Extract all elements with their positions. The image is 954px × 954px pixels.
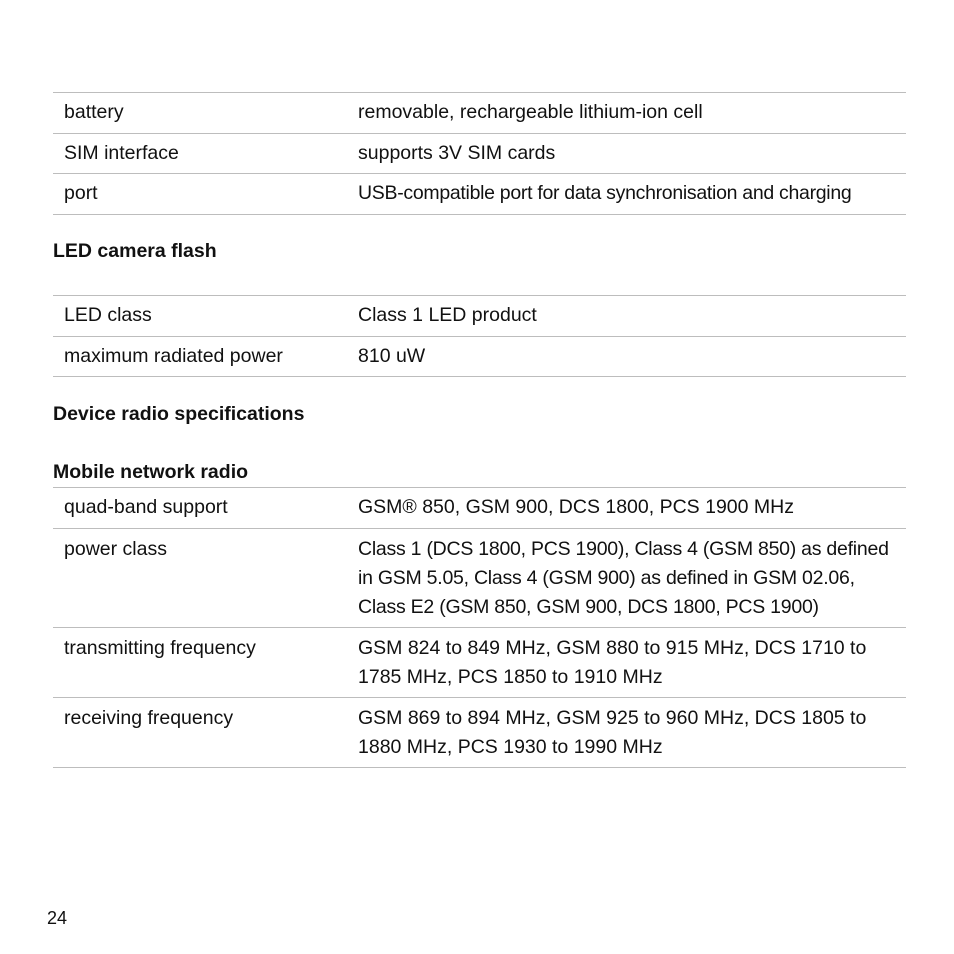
spec-label: quad-band support [64, 496, 228, 519]
general-spec-table [53, 92, 906, 215]
spec-value: Class 1 LED product [358, 304, 537, 327]
table-row [53, 488, 906, 529]
spec-label: LED class [64, 304, 152, 327]
spec-value: supports 3V SIM cards [358, 141, 556, 164]
spec-label: port [64, 182, 98, 205]
spec-value: GSM 824 to 849 MHz, GSM 880 to 915 MHz, DCS 1710 to 1785 MHz, PCS 1850 to 1910 MHz [358, 636, 867, 688]
mobile-radio-table [53, 487, 906, 768]
table-row [53, 296, 906, 337]
table-row [53, 529, 906, 628]
led-flash-heading: LED camera flash [53, 240, 217, 262]
page-number: 24 [47, 908, 68, 928]
spec-value: removable, rechargeable lithium-ion cell [358, 101, 703, 124]
spec-label: maximum radiated power [64, 344, 283, 367]
mobile-radio-subheading: Mobile network radio [53, 461, 249, 483]
spec-label: SIM interface [64, 141, 179, 164]
table-row [53, 628, 906, 698]
table-row [53, 134, 906, 175]
spec-value: USB-compatible port for data synchronisation and charging [358, 182, 852, 205]
table-row [53, 337, 906, 378]
spec-label: transmitting frequency [64, 636, 256, 659]
radio-spec-heading: Device radio specifications [53, 403, 305, 425]
spec-value: Class 1 (DCS 1800, PCS 1900), Class 4 (GSM 850) as defined in GSM 5.05, Class 4 (GSM 900) as defined in GSM 02.06, Class E2 (GSM 850, GSM 900, DCS 1800, PCS 1900) [358, 537, 889, 618]
spec-value: 810 uW [358, 344, 426, 367]
table-row [53, 174, 906, 215]
led-flash-table [53, 295, 906, 377]
spec-label: battery [64, 101, 124, 124]
table-row [53, 93, 906, 134]
spec-value: GSM® 850, GSM 900, DCS 1800, PCS 1900 MHz [358, 496, 794, 519]
spec-label: receiving frequency [64, 706, 234, 729]
spec-value: GSM 869 to 894 MHz, GSM 925 to 960 MHz, DCS 1805 to 1880 MHz, PCS 1930 to 1990 MHz [358, 706, 867, 758]
spec-label: power class [64, 537, 167, 560]
table-row [53, 698, 906, 768]
